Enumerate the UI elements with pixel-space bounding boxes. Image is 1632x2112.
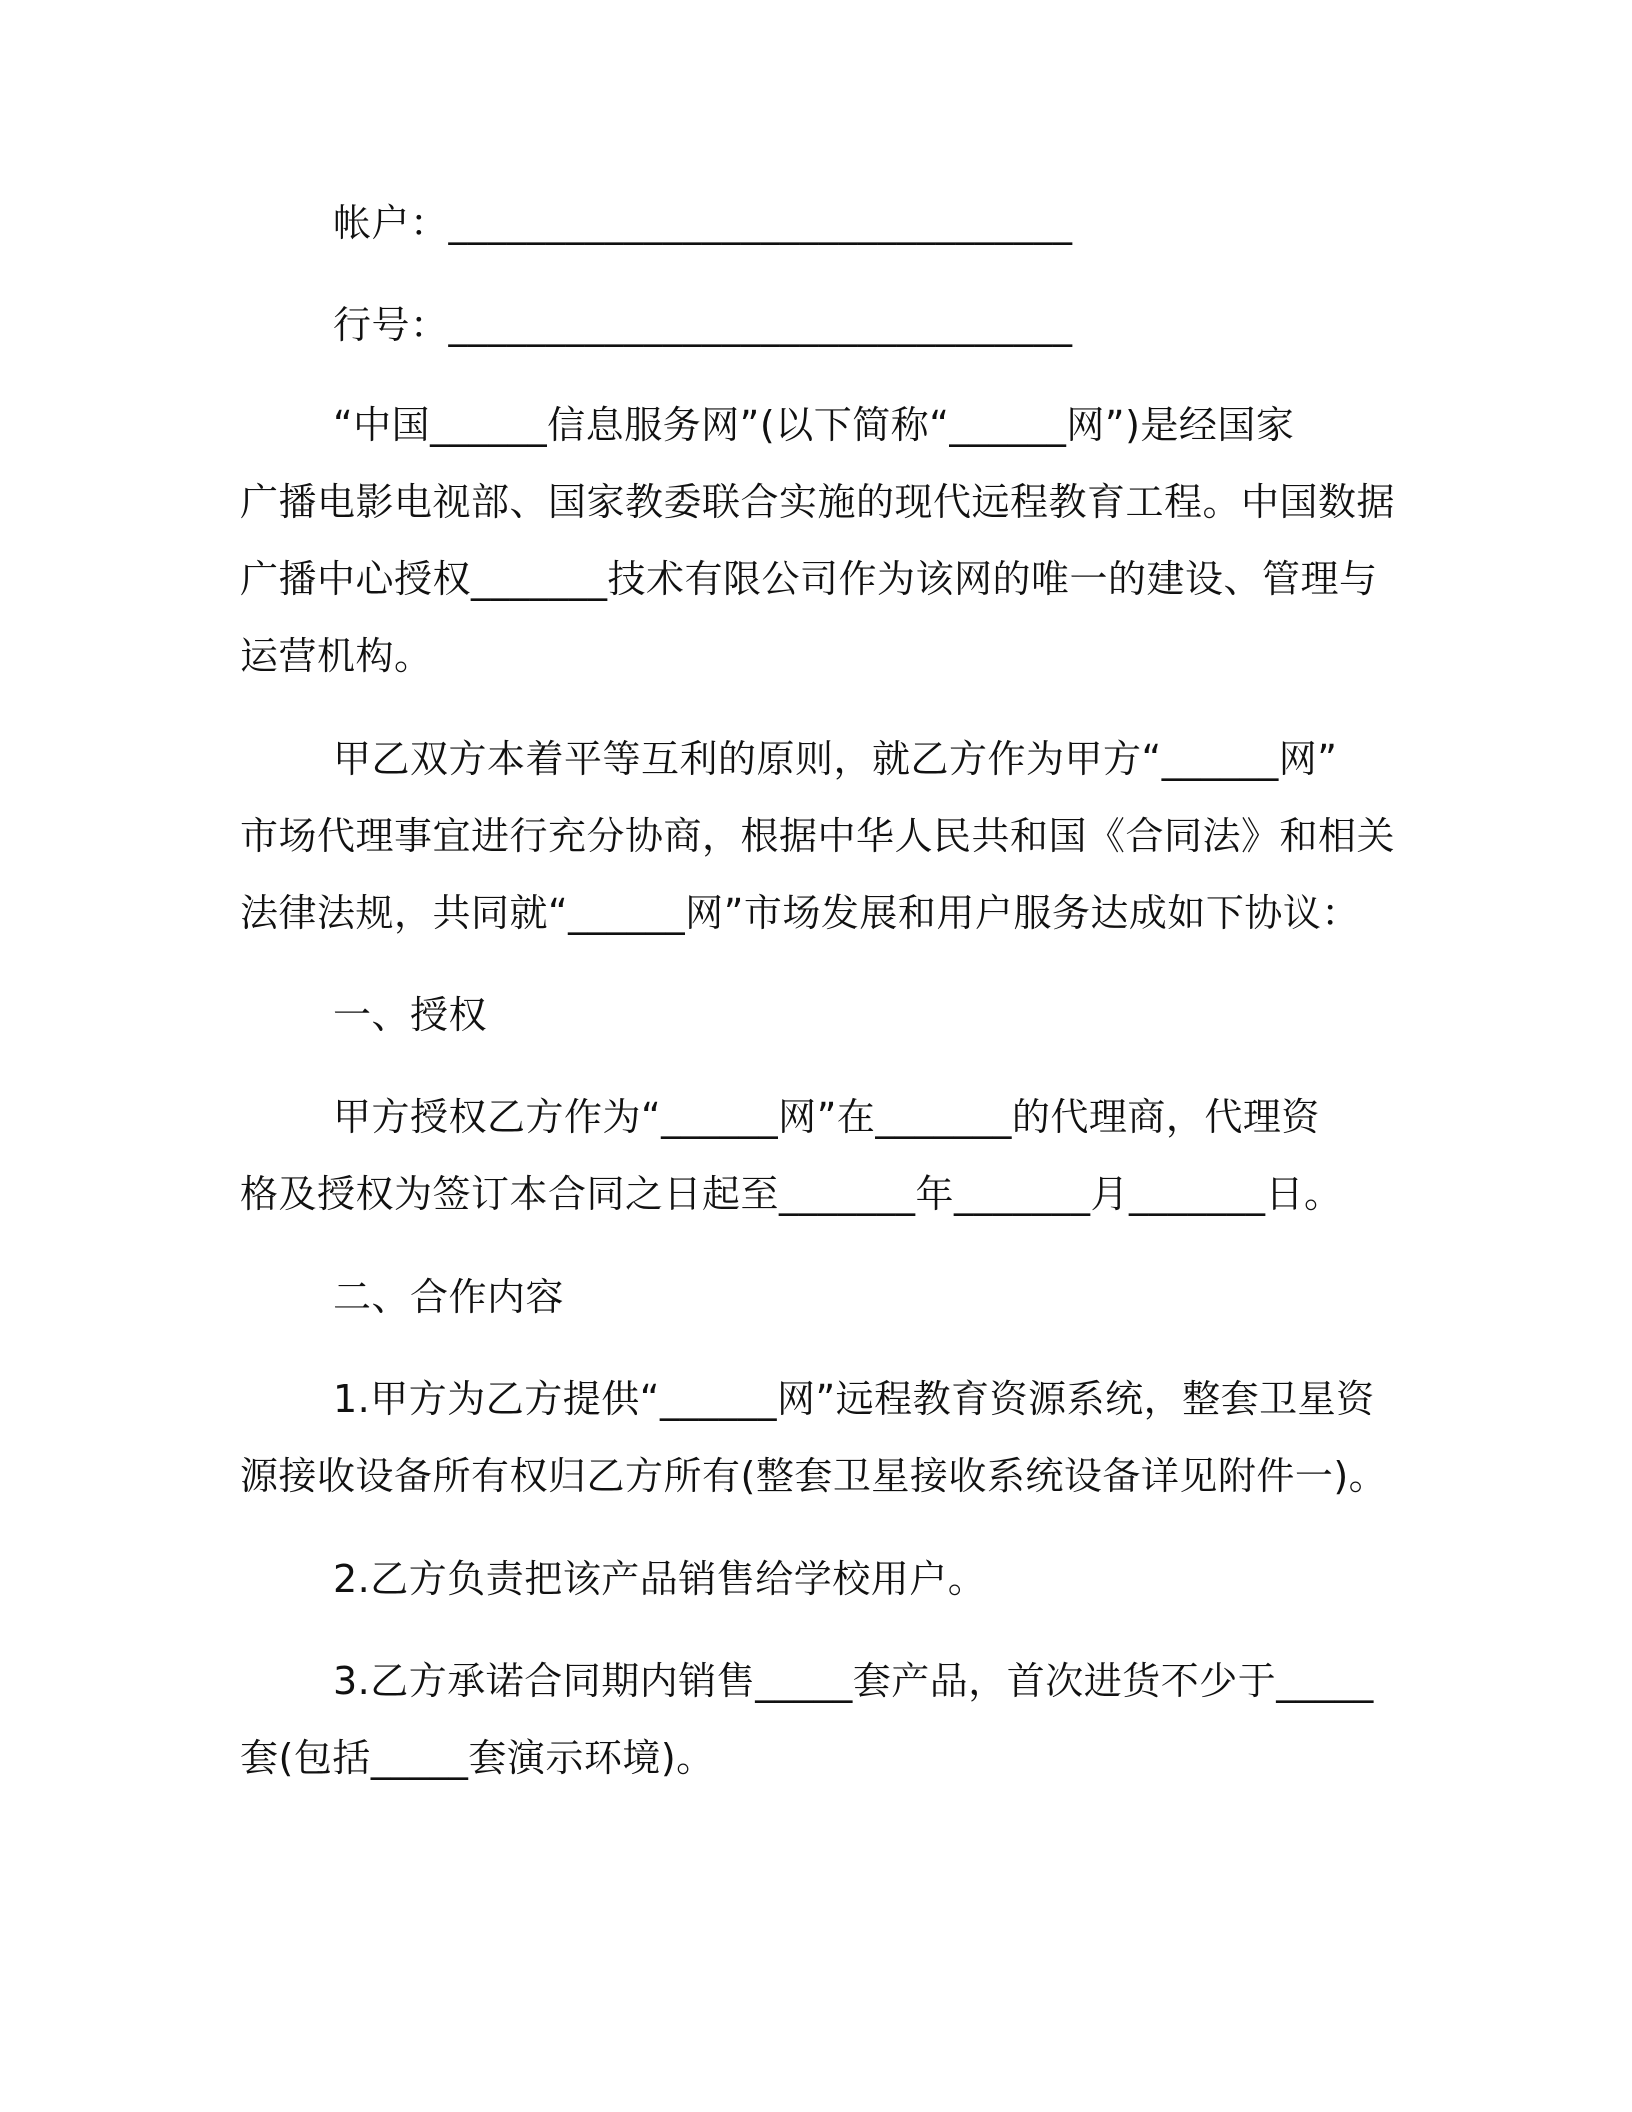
intro-line-1: “中国______信息服务网”(以下简称“______网”)是经国家 bbox=[333, 403, 1295, 447]
preamble-line-2: 市场代理事宜进行充分协商，根据中华人民共和国《合同法》和相关 bbox=[240, 814, 1396, 858]
item3-line-2: 套(包括_____套演示环境)。 bbox=[240, 1736, 715, 1780]
item2-line: 2.乙方负责把该产品销售给学校用户。 bbox=[333, 1557, 987, 1601]
item1-line-2: 源接收设备所有权归乙方所有(整套卫星接收系统设备详见附件一)。 bbox=[240, 1454, 1388, 1498]
preamble-line-3: 法律法规，共同就“______网”市场发展和用户服务达成如下协议： bbox=[240, 891, 1360, 935]
intro-line-2: 广播电影电视部、国家教委联合实施的现代远程教育工程。中国数据 bbox=[240, 480, 1396, 524]
item1-line-1: 1.甲方为乙方提供“______网”远程教育资源系统，整套卫星资 bbox=[333, 1377, 1375, 1421]
item3-line-1: 3.乙方承诺合同期内销售_____套产品，首次进货不少于_____ bbox=[333, 1659, 1374, 1703]
section2-title: 二、合作内容 bbox=[333, 1275, 565, 1319]
preamble-line-1: 甲乙双方本着平等互利的原则，就乙方作为甲方“______网” bbox=[333, 737, 1338, 781]
bank-code-line: 行号：________________________________ bbox=[333, 303, 1073, 347]
intro-line-3: 广播中心授权_______技术有限公司作为该网的唯一的建设、管理与 bbox=[240, 557, 1378, 601]
section1-body-line-2: 格及授权为签订本合同之日起至_______年_______月_______日。 bbox=[240, 1172, 1343, 1216]
section1-body-line-1: 甲方授权乙方作为“______网”在_______的代理商，代理资 bbox=[333, 1095, 1320, 1139]
section1-title: 一、授权 bbox=[333, 993, 488, 1037]
intro-line-4: 运营机构。 bbox=[240, 634, 433, 678]
account-line: 帐户：________________________________ bbox=[333, 201, 1073, 245]
